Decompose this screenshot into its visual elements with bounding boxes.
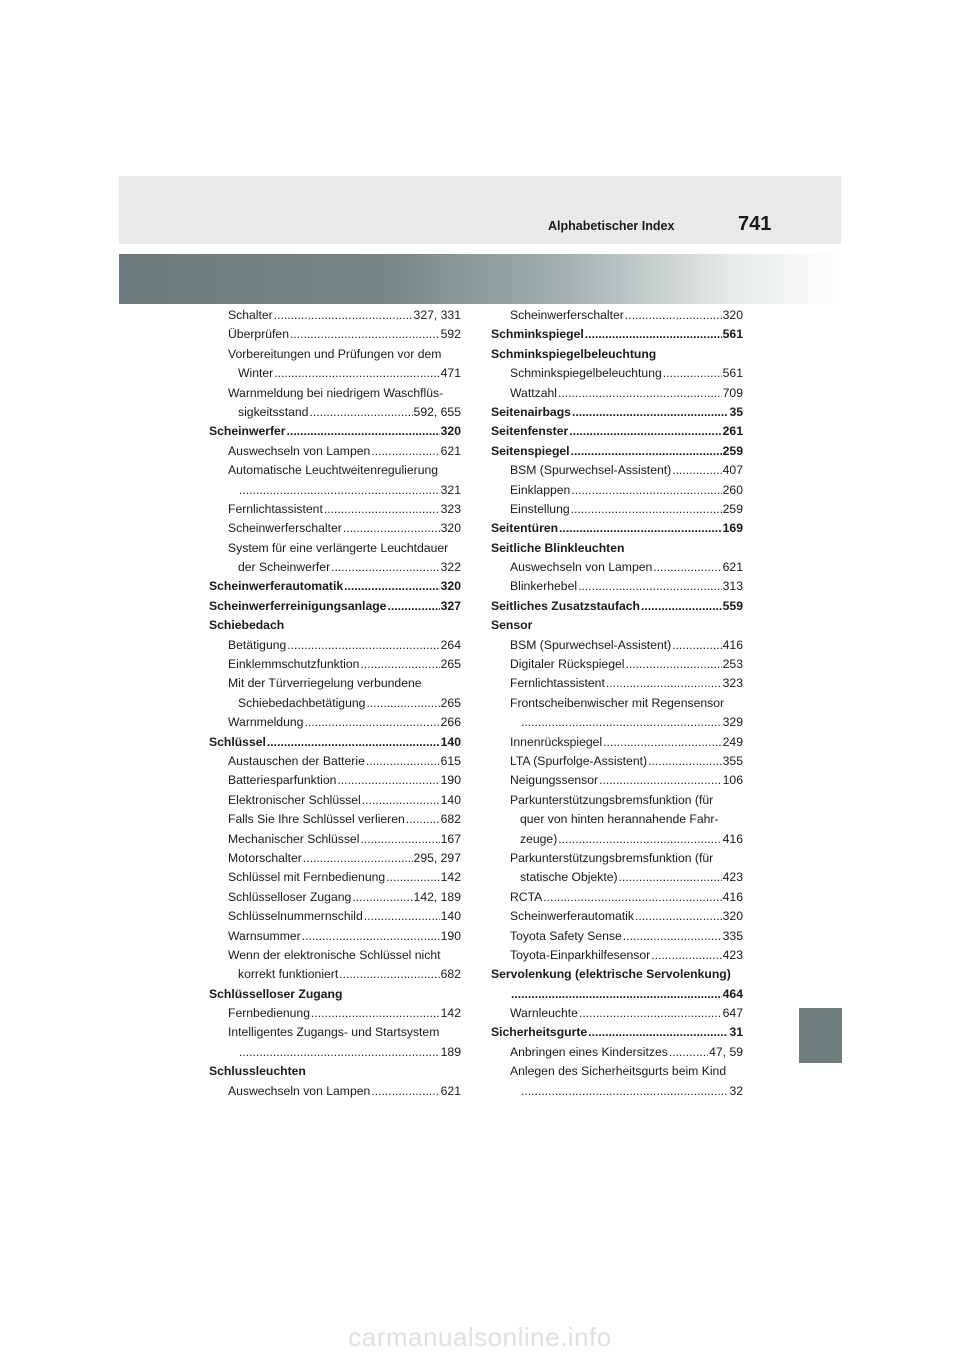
index-entry-term: Einklappen: [510, 482, 571, 497]
index-entry-term: Betätigung: [228, 637, 287, 652]
index-entry: [491, 597, 743, 616]
index-entry: [209, 539, 461, 558]
index-entry-page[interactable]: 471: [440, 366, 461, 381]
index-entry: [491, 403, 743, 422]
index-entry-page[interactable]: 615: [440, 753, 461, 768]
index-entry-page[interactable]: 295, 297: [413, 850, 461, 865]
dot-leader: [599, 771, 722, 790]
dot-leader: [511, 985, 722, 1004]
dot-leader: [304, 713, 439, 732]
index-entry: [209, 888, 461, 907]
index-entry-term: Scheinwerfer: [209, 424, 286, 439]
dot-leader: [387, 597, 439, 616]
index-entry: [209, 868, 461, 887]
index-entry: [209, 500, 461, 519]
chapter-thumb-tab: [799, 1008, 842, 1063]
index-entry-term: Toyota-Einparkhilfesensor: [510, 947, 651, 962]
index-entry: [209, 965, 461, 984]
index-entry-page[interactable]: 189: [440, 1044, 461, 1059]
index-entry-page[interactable]: 416: [722, 637, 743, 652]
index-entry-term: Intelligentes Zugangs- und Startsystem: [228, 1025, 440, 1040]
index-entry-term: Warnleuchte: [510, 1006, 578, 1021]
index-entry-term: Einstellung: [510, 501, 570, 516]
index-entry-page[interactable]: 313: [722, 579, 743, 594]
index-column-left: [209, 306, 461, 1101]
dot-leader: [239, 481, 440, 500]
index-entry: [491, 868, 743, 887]
index-entry-term: RCTA: [510, 889, 543, 904]
index-entry-term: Seitliche Blinkleuchten: [491, 540, 625, 555]
page-number: 741: [738, 213, 772, 235]
index-entry: [491, 771, 743, 790]
index-entry-term: Scheinwerferautomatik: [510, 909, 634, 924]
dot-leader: [603, 733, 722, 752]
index-entry-page[interactable]: 320: [440, 424, 461, 439]
index-entry: [491, 442, 743, 461]
index-entry-term: Auswechseln von Lampen: [228, 1083, 371, 1098]
index-entry-term: Auswechseln von Lampen: [510, 560, 653, 575]
index-entry: [491, 539, 743, 558]
watermark-text: carmanualsonline.info: [348, 1322, 612, 1352]
index-entry: [491, 558, 743, 577]
dot-leader: [309, 403, 412, 422]
dot-leader: [360, 655, 439, 674]
index-entry: [209, 733, 461, 752]
index-entry: [209, 1004, 461, 1023]
index-entry-term: Neigungssensor: [510, 773, 599, 788]
index-entry-page[interactable]: 320: [722, 909, 743, 924]
dot-leader: [641, 597, 722, 616]
index-entry: [491, 636, 743, 655]
index-entry-term: Motorschalter: [228, 850, 302, 865]
index-entry-term: der Scheinwerfer: [238, 560, 331, 575]
index-entry: [209, 1023, 461, 1042]
index-entry-term: Schminkspiegelbeleuchtung: [510, 366, 662, 381]
index-entry-term: Elektronischer Schlüssel: [228, 792, 361, 807]
index-entry: [491, 810, 743, 829]
dot-leader: [571, 481, 721, 500]
index-entry-page[interactable]: 320: [440, 521, 461, 536]
dot-leader: [287, 636, 439, 655]
index-entry-term: Parkunterstützungsbremsfunktion (für: [510, 850, 714, 865]
index-entry-page[interactable]: 682: [440, 812, 461, 827]
index-entry-term: Anbringen eines Kindersitzes: [510, 1044, 668, 1059]
index-entry-term: Sicherheitsgurte: [491, 1025, 588, 1040]
index-entry: [209, 1082, 461, 1101]
index-entry: [491, 985, 743, 1004]
index-entry-page[interactable]: 621: [440, 443, 461, 458]
index-entry: [491, 306, 743, 325]
dot-leader: [362, 791, 440, 810]
index-entry: [491, 849, 743, 868]
index-entry-page[interactable]: 140: [440, 909, 461, 924]
dot-leader: [625, 655, 721, 674]
index-entry-page[interactable]: 592, 655: [413, 404, 461, 419]
dot-leader: [559, 519, 722, 538]
index-entry-page[interactable]: 416: [722, 831, 743, 846]
index-entry-page[interactable]: 621: [440, 1083, 461, 1098]
index-entry: [209, 1062, 461, 1081]
index-entry: [491, 500, 743, 519]
index-entry-term: Batteriesparfunktion: [228, 773, 337, 788]
index-entry: [209, 306, 461, 325]
index-entry-term: Warnmeldung bei niedrigem Waschflüs-: [228, 385, 444, 400]
index-entry: [209, 946, 461, 965]
index-entry: [209, 713, 461, 732]
index-entry: [209, 577, 461, 596]
index-entry: [491, 422, 743, 441]
index-entry-term: Seitenairbags: [491, 404, 571, 419]
dot-leader: [274, 306, 413, 325]
index-entry-page[interactable]: 647: [722, 1006, 743, 1021]
index-entry-term: Winter: [238, 366, 274, 381]
dot-leader: [311, 1004, 440, 1023]
dot-leader: [371, 442, 439, 461]
index-entry-page[interactable]: 682: [440, 967, 461, 982]
index-entry-term: Auswechseln von Lampen: [228, 443, 371, 458]
index-entry-page[interactable]: 190: [440, 928, 461, 943]
index-entry-term: Falls Sie Ihre Schlüssel verlieren: [228, 812, 405, 827]
index-entry-page[interactable]: 464: [722, 986, 743, 1001]
dot-leader: [521, 1082, 728, 1101]
index-entry-term: Scheinwerferreinigungsanlage: [209, 598, 387, 613]
index-entry: [491, 907, 743, 926]
index-entry: [209, 1043, 461, 1062]
dot-leader: [672, 461, 721, 480]
index-entry-page[interactable]: 329: [722, 715, 743, 730]
index-entry-page[interactable]: 335: [722, 928, 743, 943]
index-entry: [491, 1043, 743, 1062]
index-entry-term: Seitenfenster: [491, 424, 569, 439]
index-entry: [491, 791, 743, 810]
index-entry-term: Schlüsselloser Zugang: [209, 986, 343, 1001]
index-entry: [491, 519, 743, 538]
index-entry: [209, 830, 461, 849]
dot-leader: [579, 1004, 722, 1023]
index-entry-page[interactable]: 31: [729, 1025, 743, 1040]
index-entry-page[interactable]: 416: [722, 889, 743, 904]
index-entry-page[interactable]: 142: [440, 870, 461, 885]
index-entry: [491, 674, 743, 693]
index-entry-term: Überprüfen: [228, 327, 289, 342]
dot-leader: [653, 558, 721, 577]
index-entry-term: Scheinwerferschalter: [510, 308, 624, 322]
index-entry-term: Austauschen der Batterie: [228, 753, 365, 768]
dot-leader: [331, 558, 440, 577]
index-entry: [209, 907, 461, 926]
dot-leader: [625, 306, 722, 325]
dot-leader: [343, 519, 440, 538]
index-entry-term: Schlüsselloser Zugang: [228, 889, 352, 904]
index-entry: [209, 791, 461, 810]
index-entry: [491, 946, 743, 965]
dot-leader: [339, 965, 439, 984]
index-entry-page[interactable]: 709: [722, 385, 743, 400]
dot-leader: [672, 636, 721, 655]
index-entry-term: Schlüsselnummernschild: [228, 909, 363, 924]
index-entry-term: Scheinwerferschalter: [228, 521, 342, 536]
dot-leader: [663, 364, 722, 383]
index-entry-page[interactable]: 592: [440, 327, 461, 342]
dot-leader: [337, 771, 439, 790]
index-entry-term: Seitliches Zusatzstaufach: [491, 598, 641, 613]
index-entry: [491, 1023, 743, 1042]
index-entry: [209, 636, 461, 655]
index-entry-page[interactable]: 253: [722, 657, 743, 672]
dot-leader: [521, 713, 722, 732]
index-entry: [209, 655, 461, 674]
index-entry-term: BSM (Spurwechsel-Assistent): [510, 463, 672, 478]
index-entry-page[interactable]: 259: [722, 443, 743, 458]
index-entry-page[interactable]: 32: [729, 1083, 743, 1098]
index-entry-term: System für eine verlängerte Leuchtdauer: [228, 540, 449, 555]
index-entry: [491, 694, 743, 713]
index-entry-page[interactable]: 561: [722, 327, 743, 342]
index-entry-term: Fernbedienung: [228, 1006, 310, 1021]
index-entry-term: Schiebedachbetätigung: [238, 695, 366, 710]
index-entry: [491, 481, 743, 500]
index-entry-page[interactable]: 320: [722, 308, 743, 322]
dot-leader: [669, 1043, 708, 1062]
index-entry: [491, 655, 743, 674]
dot-leader: [302, 927, 440, 946]
dot-leader: [571, 500, 722, 519]
index-entry-page[interactable]: 423: [722, 947, 743, 962]
index-entry-term: BSM (Spurwechsel-Assistent): [510, 637, 672, 652]
index-entry-term: Vorbereitungen und Prüfungen vor dem: [228, 346, 442, 361]
index-entry-term: Fernlichtassistent: [228, 501, 323, 516]
index-entry: [209, 422, 461, 441]
index-entry: [209, 364, 461, 383]
index-entry-term: Mechanischer Schlüssel: [228, 831, 360, 846]
index-entry-page[interactable]: 142: [440, 1006, 461, 1021]
index-entry-page[interactable]: 407: [722, 463, 743, 478]
index-entry-term: Scheinwerferautomatik: [209, 579, 344, 594]
index-entry-page[interactable]: 323: [440, 501, 461, 516]
dot-leader: [274, 364, 439, 383]
index-entry-term: Innenrückspiegel: [510, 734, 603, 749]
index-entry-page[interactable]: 190: [440, 773, 461, 788]
decorative-gradient-band: [119, 254, 841, 304]
index-entry: [209, 616, 461, 635]
dot-leader: [651, 946, 721, 965]
index-entry-term: Schlüssel: [209, 734, 266, 749]
index-entry: [491, 1082, 743, 1101]
index-entry-term: quer von hinten herannahende Fahr-: [520, 812, 719, 827]
index-column-right: [491, 306, 743, 1101]
index-entry-page[interactable]: 323: [722, 676, 743, 691]
index-entry: [209, 384, 461, 403]
index-entry: [209, 345, 461, 364]
index-entry-page[interactable]: 260: [722, 482, 743, 497]
index-entry-term: Wattzahl: [510, 385, 557, 400]
index-entry-term: Blinkerhebel: [510, 579, 578, 594]
dot-leader: [366, 694, 439, 713]
index-entry-page[interactable]: 561: [722, 366, 743, 381]
dot-leader: [578, 577, 722, 596]
dot-leader: [303, 849, 413, 868]
index-entry-term: Warnmeldung: [228, 715, 304, 730]
index-entry-term: Schminkspiegel: [491, 327, 584, 342]
dot-leader: [364, 907, 440, 926]
index-entry-page[interactable]: 322: [440, 560, 461, 575]
index-entry-term: LTA (Spurfolge-Assistent): [510, 753, 648, 768]
section-title: Alphabetischer Index: [548, 219, 675, 233]
dot-leader: [239, 1043, 440, 1062]
dot-leader: [558, 830, 721, 849]
index-entry-term: Schlussleuchten: [209, 1064, 306, 1079]
index-entry: [491, 888, 743, 907]
index-entry-page[interactable]: 321: [440, 482, 461, 497]
index-entry: [209, 694, 461, 713]
dot-leader: [371, 1082, 439, 1101]
index-entry-page[interactable]: 355: [722, 753, 743, 768]
dot-leader: [648, 752, 722, 771]
index-entry: [491, 733, 743, 752]
index-entry-page[interactable]: 327, 331: [413, 308, 461, 322]
index-entry: [491, 325, 743, 344]
index-entry: [209, 597, 461, 616]
index-entry-page[interactable]: 423: [722, 870, 743, 885]
index-entry-page[interactable]: 264: [440, 637, 461, 652]
index-entry: [209, 403, 461, 422]
index-entry-page[interactable]: 320: [440, 579, 461, 594]
index-entry: [491, 1004, 743, 1023]
index-entry: [491, 364, 743, 383]
index-entry: [491, 927, 743, 946]
index-entry-term: Wenn der elektronische Schlüssel nicht: [228, 947, 441, 962]
dot-leader: [635, 907, 722, 926]
index-entry-term: Digitaler Rückspiegel: [510, 657, 625, 672]
index-entry: [491, 752, 743, 771]
index-entry-page[interactable]: 106: [722, 773, 743, 788]
dot-leader: [344, 577, 440, 596]
index-entry: [209, 325, 461, 344]
index-entry-term: Schminkspiegelbeleuchtung: [491, 346, 657, 361]
index-entry-page[interactable]: 327: [440, 598, 461, 613]
index-entry-term: Warnsummer: [228, 928, 301, 943]
index-entry: [491, 965, 743, 984]
dot-leader: [588, 1023, 728, 1042]
index-entry-term: statische Objekte): [520, 870, 618, 885]
index-entry-term: Seitenspiegel: [491, 443, 570, 458]
index-entry-term: Schiebedach: [209, 618, 285, 633]
header-band: [119, 176, 841, 244]
dot-leader: [352, 888, 412, 907]
dot-leader: [290, 325, 440, 344]
index-entry: [491, 830, 743, 849]
index-entry: [209, 849, 461, 868]
index-entry-term: Schlüssel mit Fernbedienung: [228, 870, 386, 885]
index-entry-term: Sensor: [491, 618, 533, 633]
dot-leader: [606, 674, 722, 693]
index-entry: [209, 558, 461, 577]
index-entry-page[interactable]: 142, 189: [413, 889, 461, 904]
dot-leader: [569, 422, 721, 441]
index-entry-page[interactable]: 169: [722, 521, 743, 536]
index-entry-term: zeuge): [520, 831, 558, 846]
index-entry-page[interactable]: 140: [440, 734, 461, 749]
index-entry: [491, 345, 743, 364]
index-entry: [209, 442, 461, 461]
index-entry: [209, 810, 461, 829]
index-entry-page[interactable]: 249: [722, 734, 743, 749]
index-entry-page[interactable]: 621: [722, 560, 743, 575]
index-entry-term: Frontscheibenwischer mit Regensensor: [510, 695, 725, 710]
index-entry-term: Toyota Safety Sense: [510, 928, 622, 943]
dot-leader: [267, 733, 440, 752]
index-entry-term: Parkunterstützungsbremsfunktion (für: [510, 792, 714, 807]
index-entry: [491, 384, 743, 403]
dot-leader: [366, 752, 440, 771]
index-entry: [209, 771, 461, 790]
index-entry: [209, 985, 461, 1004]
index-entry-page[interactable]: 265: [440, 695, 461, 710]
index-entry-term: Einklemmschutzfunktion: [228, 657, 360, 672]
index-entry-page[interactable]: 265: [440, 657, 461, 672]
dot-leader: [571, 442, 722, 461]
index-entry: [491, 1062, 743, 1081]
index-entry-page[interactable]: 35: [729, 404, 743, 419]
dot-leader: [558, 384, 722, 403]
dot-leader: [386, 868, 439, 887]
index-entry: [491, 577, 743, 596]
index-entry: [209, 674, 461, 693]
index-entry: [209, 461, 461, 480]
dot-leader: [543, 888, 721, 907]
index-entry-term: Fernlichtassistent: [510, 676, 605, 691]
dot-leader: [406, 810, 440, 829]
index-entry-term: korrekt funktioniert: [238, 967, 339, 982]
index-entry: [209, 927, 461, 946]
index-entry-term: Mit der Türverriegelung verbundene: [228, 676, 422, 691]
index-entry: [491, 713, 743, 732]
index-entry-page[interactable]: 140: [440, 792, 461, 807]
dot-leader: [585, 325, 722, 344]
index-entry: [209, 481, 461, 500]
dot-leader: [360, 830, 439, 849]
index-entry-page[interactable]: 261: [722, 424, 743, 439]
index-entry-page[interactable]: 266: [440, 715, 461, 730]
dot-leader: [324, 500, 440, 519]
dot-leader: [619, 868, 722, 887]
index-entry: [491, 461, 743, 480]
index-entry-page[interactable]: 167: [440, 831, 461, 846]
index-entry: [491, 616, 743, 635]
index-entry-term: Servolenkung (elektrische Servolenkung): [491, 967, 731, 982]
index-entry-term: Automatische Leuchtweitenregulierung: [228, 463, 439, 478]
index-entry-page[interactable]: 47, 59: [709, 1044, 743, 1059]
index-entry: [209, 752, 461, 771]
index-entry-page[interactable]: 259: [722, 501, 743, 516]
dot-leader: [287, 422, 440, 441]
index-entry-term: Anlegen des Sicherheitsgurts beim Kind: [510, 1064, 727, 1079]
index-entry-term: sigkeitsstand: [238, 404, 309, 419]
index-entry: [209, 519, 461, 538]
dot-leader: [572, 403, 729, 422]
index-entry-term: Seitentüren: [491, 521, 559, 536]
dot-leader: [623, 927, 722, 946]
index-entry-term: Schalter: [228, 308, 273, 322]
index-entry-page[interactable]: 559: [722, 598, 743, 613]
